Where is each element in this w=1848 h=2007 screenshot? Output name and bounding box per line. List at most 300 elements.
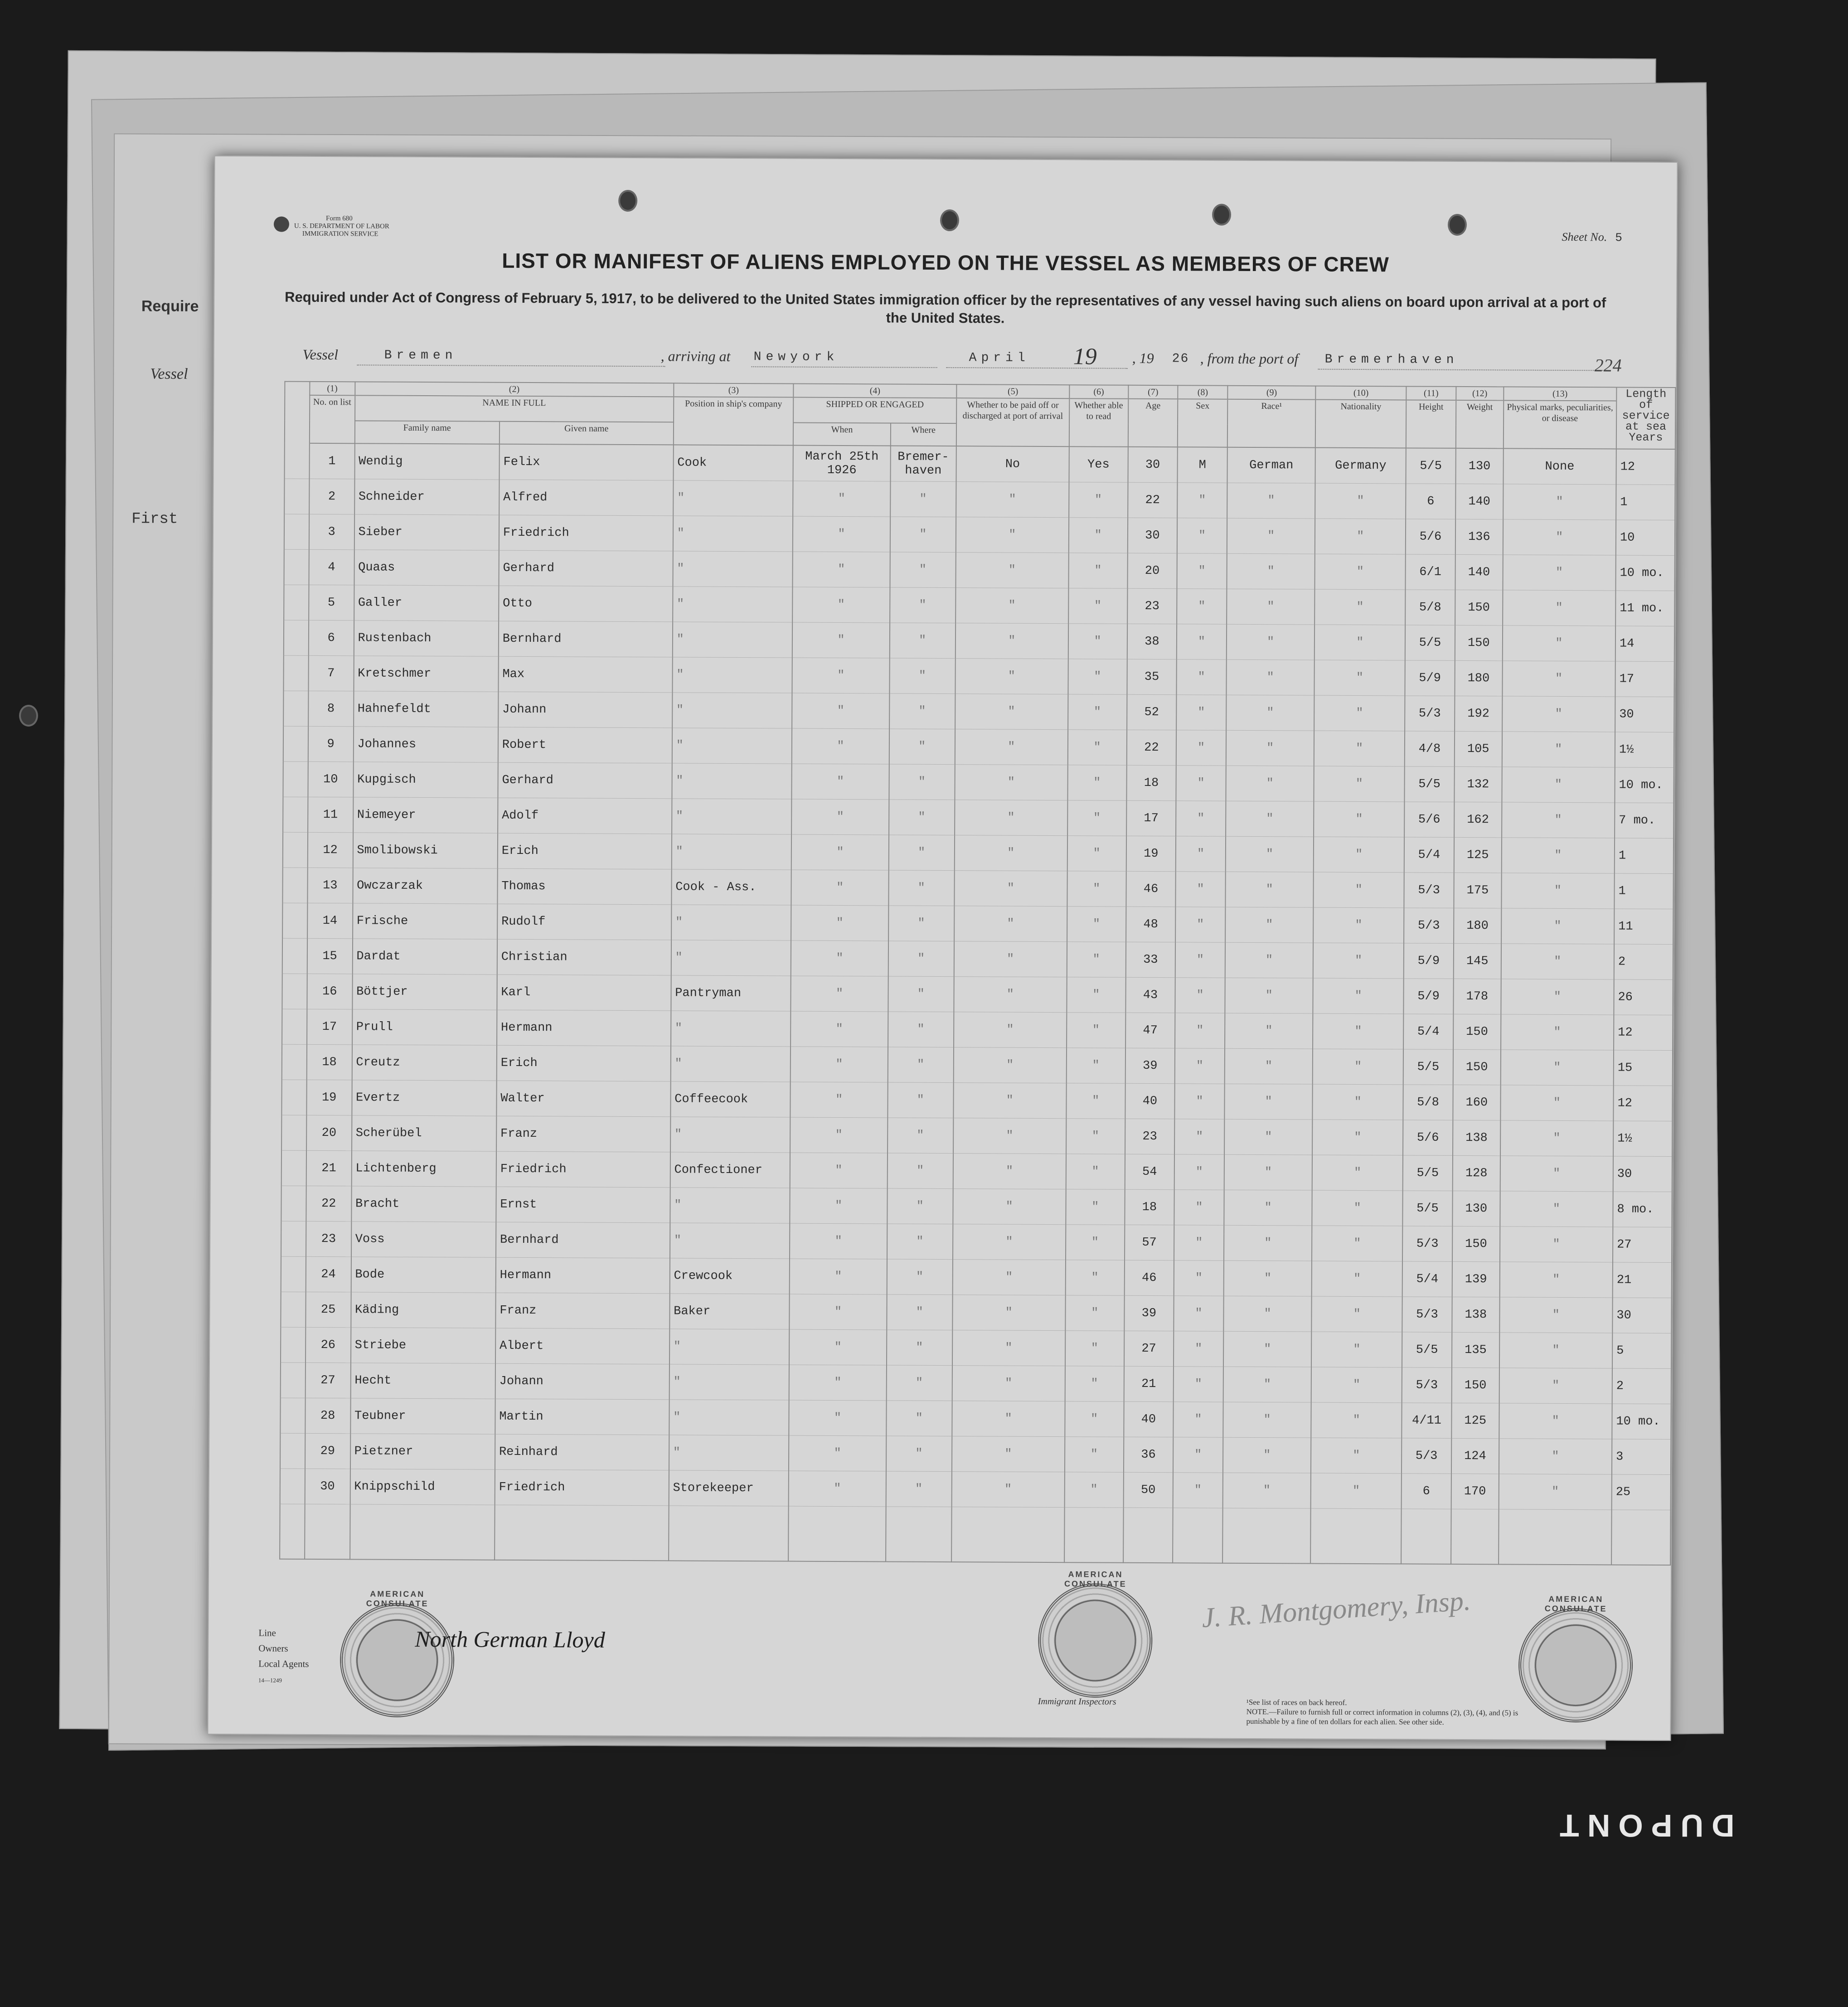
paid-off-header: Whether to be paid off or discharged at port of arrival	[956, 398, 1070, 446]
cell-no: 22	[306, 1186, 351, 1221]
cell-paid-off: "	[955, 800, 1068, 836]
table-row	[283, 726, 1674, 767]
cell-service: 10 mo.	[1615, 555, 1674, 591]
table-row	[281, 1221, 1672, 1262]
cell-family: Scherübel	[352, 1115, 497, 1151]
nationality-header: Nationality	[1315, 400, 1406, 448]
cell-service: 1	[1616, 485, 1675, 520]
cell-no: 5	[309, 585, 354, 620]
departure-port: Bremerhaven	[1324, 352, 1459, 367]
cell-service: 12	[1616, 449, 1675, 485]
cell-when: March 25th 1926	[793, 446, 891, 481]
cell-marks: "	[1499, 1333, 1613, 1368]
cell-height: 4/11	[1402, 1403, 1451, 1438]
row-margin	[284, 585, 309, 620]
cell-marks: "	[1499, 1474, 1612, 1510]
cell-marks: "	[1499, 1368, 1612, 1404]
cell-paid-off: "	[953, 1154, 1066, 1189]
cell-no: 18	[307, 1044, 352, 1080]
cell-no: 21	[306, 1150, 351, 1186]
cell-marks: "	[1499, 1403, 1612, 1439]
cell-read: "	[1067, 1013, 1125, 1048]
cell-no: 29	[305, 1433, 350, 1469]
cell-where: "	[890, 517, 956, 553]
cell-family: Galler	[354, 585, 499, 621]
cell-sex: "	[1175, 978, 1225, 1013]
cell-age: 35	[1127, 659, 1177, 694]
cell-given: Bernhard	[499, 621, 673, 657]
row-margin	[283, 832, 308, 868]
cell-nationality: "	[1311, 1332, 1402, 1367]
cell-weight: 128	[1453, 1155, 1500, 1191]
cell-height: 5/3	[1402, 1297, 1452, 1332]
cell-race: "	[1223, 1402, 1311, 1438]
cell-sex: "	[1175, 907, 1225, 942]
cell-position: Pantryman	[671, 975, 791, 1011]
cell-marks: "	[1501, 873, 1615, 909]
cell-race: "	[1227, 553, 1315, 589]
cell-no: 13	[307, 868, 353, 903]
cell-paid-off: "	[952, 1401, 1065, 1437]
cell-paid-off: "	[954, 906, 1067, 942]
cell-race: "	[1225, 1013, 1313, 1049]
arrival-year: 26	[1172, 352, 1189, 366]
cell-sex: "	[1174, 1190, 1224, 1225]
row-margin	[281, 1186, 306, 1221]
cell-read: "	[1065, 1437, 1124, 1473]
table-row	[280, 1469, 1671, 1510]
cell-paid-off: "	[955, 694, 1068, 730]
row-margin	[281, 1115, 306, 1150]
cell-position: "	[672, 622, 792, 658]
cell-race: "	[1225, 978, 1313, 1013]
cell-family: Pietzner	[350, 1434, 495, 1469]
cell-age: 36	[1124, 1437, 1174, 1472]
cell-no: 1	[309, 443, 354, 479]
cell-where: "	[888, 1047, 953, 1083]
cell-height: 5/6	[1406, 519, 1455, 554]
cell-position: "	[671, 940, 791, 976]
cell-marks: "	[1502, 696, 1615, 732]
cell-read: "	[1066, 1189, 1125, 1225]
cell-nationality: "	[1314, 695, 1405, 731]
cell-weight: 124	[1451, 1438, 1499, 1474]
cell-service: 15	[1614, 1050, 1673, 1086]
cell-read: "	[1067, 871, 1126, 907]
cell-where: "	[888, 1012, 954, 1047]
table-row	[284, 620, 1674, 661]
cell-race: "	[1224, 1119, 1313, 1155]
cell-sex: "	[1174, 1154, 1224, 1190]
table-row	[283, 797, 1673, 838]
cell-race: "	[1223, 1296, 1312, 1332]
cell-weight: 150	[1452, 1226, 1500, 1261]
cell-sex: "	[1174, 1402, 1223, 1437]
cell-sex: "	[1176, 730, 1226, 766]
cell-weight: 145	[1454, 943, 1501, 979]
cell-family: Creutz	[352, 1045, 497, 1081]
cell-paid-off: "	[955, 729, 1068, 765]
cell-age: 30	[1127, 518, 1177, 553]
physical-marks-header: Physical marks, peculiarities, or disease	[1504, 400, 1617, 449]
cell-marks: "	[1502, 732, 1615, 767]
cell-family: Frische	[353, 903, 498, 939]
row-margin	[281, 1256, 306, 1292]
cell-age: 23	[1127, 588, 1177, 624]
cell-given: Rudolf	[497, 904, 671, 940]
cell-nationality: "	[1312, 1155, 1403, 1191]
cell-position: "	[669, 1435, 789, 1471]
cell-marks: "	[1499, 1297, 1613, 1333]
cell-sex: "	[1175, 1013, 1225, 1048]
cell-service: 5	[1612, 1333, 1671, 1369]
cell-no: 7	[308, 655, 354, 691]
cell-position: Storekeeper	[669, 1470, 789, 1506]
cell-sex: "	[1177, 483, 1227, 518]
cell-family: Prull	[352, 1009, 497, 1045]
cell-no: 24	[306, 1256, 351, 1292]
cell-age: 22	[1126, 730, 1176, 765]
cell-race: "	[1227, 589, 1315, 625]
cell-marks: "	[1501, 1014, 1614, 1050]
cell-position: "	[671, 1011, 791, 1047]
cell-nationality: "	[1313, 1049, 1403, 1085]
cell-when: "	[791, 834, 889, 870]
table-row	[281, 1256, 1672, 1298]
cell-where: "	[889, 800, 955, 835]
from-label: , from the port of	[1200, 350, 1299, 367]
cell-paid-off: "	[954, 835, 1067, 871]
cell-given: Alfred	[499, 480, 673, 516]
cell-sex: "	[1174, 1225, 1224, 1260]
cell-service: 30	[1612, 1298, 1671, 1333]
cell-read: "	[1065, 1401, 1124, 1437]
cell-weight: 140	[1455, 554, 1503, 590]
back-first-label: First	[131, 510, 178, 528]
position-header: Position in ship's company	[674, 397, 794, 445]
cell-service: 10 mo.	[1615, 767, 1673, 803]
cell-service: 2	[1614, 944, 1673, 980]
cell-position: "	[673, 551, 793, 587]
cell-when: "	[791, 1047, 888, 1082]
year-prefix: , 19	[1132, 349, 1154, 367]
cell-family: Striebe	[351, 1328, 496, 1363]
cell-age: 46	[1124, 1260, 1174, 1295]
table-row	[285, 443, 1675, 485]
cell-position: "	[672, 728, 792, 764]
cell-read: Yes	[1069, 446, 1128, 482]
cell-sex: "	[1177, 589, 1227, 624]
back-sheet-label: Require	[141, 297, 199, 315]
cell-age: 38	[1127, 624, 1177, 659]
cell-weight: 136	[1455, 519, 1503, 554]
cell-where: "	[887, 1224, 953, 1260]
cell-age: 54	[1125, 1154, 1174, 1189]
cell-height: 5/9	[1403, 979, 1453, 1014]
cell-height: 5/4	[1404, 837, 1454, 873]
cell-paid-off: "	[955, 659, 1068, 694]
cell-no: 10	[308, 761, 353, 797]
cell-weight: 150	[1455, 625, 1503, 660]
cell-weight: 150	[1455, 590, 1503, 625]
cell-where: "	[888, 1118, 953, 1154]
owners-label: Owners	[258, 1643, 288, 1654]
table-row	[283, 655, 1674, 697]
cell-position: "	[670, 1223, 790, 1259]
cell-family: Niemeyer	[353, 797, 498, 833]
cell-paid-off: "	[956, 588, 1069, 624]
department-name: U. S. DEPARTMENT OF LABOR	[294, 222, 389, 230]
cell-paid-off: "	[952, 1260, 1066, 1295]
cell-when: "	[789, 1365, 887, 1401]
cell-no: 27	[305, 1362, 350, 1398]
cell-marks: None	[1503, 448, 1616, 485]
row-margin	[282, 1009, 307, 1044]
cell-race: "	[1224, 1190, 1312, 1226]
cell-sex: "	[1176, 766, 1226, 801]
cell-given: Max	[498, 656, 672, 693]
weight-header: Weight	[1456, 400, 1504, 448]
cell-marks: "	[1501, 838, 1615, 873]
cell-age: 18	[1125, 1189, 1174, 1225]
cell-marks: "	[1500, 1156, 1613, 1192]
cell-position: Crewcook	[669, 1258, 790, 1294]
cell-read: "	[1066, 1260, 1125, 1296]
cell-when: "	[791, 976, 888, 1012]
cell-where: "	[886, 1365, 952, 1401]
cell-height: 5/3	[1402, 1226, 1452, 1261]
cell-nationality: "	[1311, 1438, 1402, 1474]
cell-where: "	[887, 1153, 953, 1189]
cell-family: Rustenbach	[354, 621, 499, 656]
cell-paid-off: "	[953, 1118, 1067, 1154]
cell-read: "	[1066, 1119, 1125, 1154]
cell-weight: 138	[1452, 1297, 1499, 1332]
cell-read: "	[1068, 624, 1127, 659]
crew-manifest-table	[279, 381, 1676, 1566]
arrival-day: 19	[1073, 344, 1097, 370]
cell-family: Knippschild	[350, 1469, 495, 1505]
punch-hole	[19, 705, 38, 727]
cell-position: Cook	[673, 445, 793, 481]
cell-position: "	[669, 1329, 790, 1365]
page-subtitle: Required under Act of Congress of February 5, 1917, to be delivered to the United States immigration officer by the representatives of any vessel having such aliens on board upon arrival at a port of the United States.	[285, 289, 1606, 326]
cell-when: "	[792, 658, 890, 693]
cell-paid-off: "	[952, 1436, 1065, 1472]
cell-marks: "	[1499, 1262, 1613, 1298]
cell-given: Gerhard	[498, 762, 672, 799]
cell-weight: 162	[1454, 802, 1502, 837]
cell-age: 22	[1128, 482, 1178, 518]
cell-given: Friedrich	[495, 1469, 669, 1506]
cell-sex: "	[1174, 1260, 1224, 1296]
cell-read: "	[1067, 765, 1126, 801]
cell-no: 4	[309, 549, 354, 585]
cell-position: "	[669, 1364, 789, 1400]
cell-read: "	[1067, 836, 1126, 872]
cell-marks: "	[1503, 519, 1616, 555]
cell-paid-off: No	[956, 446, 1069, 482]
cell-no: 11	[308, 797, 353, 832]
cell-where: "	[890, 587, 956, 623]
cell-weight: 140	[1455, 484, 1503, 519]
cell-service: 27	[1613, 1227, 1672, 1263]
punch-hole	[618, 190, 637, 212]
cell-nationality: "	[1315, 554, 1406, 590]
cell-paid-off: "	[954, 977, 1067, 1013]
cell-paid-off: "	[956, 482, 1069, 518]
cell-nationality: "	[1314, 731, 1405, 766]
cell-read: "	[1067, 977, 1125, 1013]
cell-given: Friedrich	[496, 1151, 670, 1188]
cell-race: "	[1227, 624, 1315, 660]
cell-sex: "	[1177, 518, 1227, 553]
line-label: Line	[258, 1627, 276, 1639]
cell-read: "	[1067, 1048, 1125, 1084]
form-number: Form 680	[325, 215, 353, 223]
cell-marks: "	[1500, 1191, 1613, 1227]
cell-read: "	[1065, 1331, 1124, 1367]
cell-nationality: Germany	[1315, 448, 1406, 484]
cell-age: 40	[1125, 1083, 1175, 1119]
cell-family: Lichtenberg	[351, 1151, 496, 1187]
cell-weight: 192	[1455, 696, 1502, 731]
cell-nationality: "	[1311, 1367, 1402, 1403]
length-of-service-header: Length of service at sea Years	[1616, 387, 1676, 449]
cell-service: 10 mo.	[1612, 1404, 1671, 1440]
cell-position: Baker	[669, 1294, 790, 1329]
cell-paid-off: "	[954, 871, 1067, 907]
cell-position: Coffeecook	[670, 1081, 791, 1117]
cell-nationality: "	[1312, 1190, 1403, 1226]
cell-no: 30	[305, 1469, 350, 1504]
table-row	[282, 868, 1673, 909]
vessel-name: Bremen	[384, 348, 457, 363]
cell-height: 5/3	[1402, 1367, 1452, 1403]
cell-sex: "	[1176, 695, 1226, 730]
no-on-list-header: No. on list	[310, 395, 355, 443]
cell-where: "	[890, 623, 956, 659]
cell-sex: "	[1174, 1119, 1224, 1154]
cell-given: Karl	[497, 974, 671, 1011]
cell-given: Albert	[495, 1328, 669, 1364]
cell-marks: "	[1503, 590, 1616, 626]
cell-where: "	[886, 1401, 952, 1436]
cell-when: "	[793, 552, 890, 587]
cell-race: "	[1224, 1084, 1313, 1120]
cell-weight: 178	[1453, 979, 1501, 1014]
cell-height: 5/5	[1403, 1049, 1453, 1085]
cell-marks: "	[1502, 802, 1615, 838]
cell-family: Quaas	[354, 550, 499, 586]
table-row	[281, 1115, 1672, 1156]
table-row	[281, 1292, 1671, 1333]
table-row	[282, 974, 1673, 1015]
cell-weight: 150	[1452, 1367, 1499, 1403]
cell-when: "	[793, 481, 891, 517]
cell-age: 17	[1126, 800, 1176, 836]
cell-position: "	[671, 905, 791, 940]
row-margin	[280, 1433, 305, 1469]
cell-height: 5/5	[1403, 1155, 1453, 1191]
row-margin	[282, 974, 307, 1009]
cell-where: "	[888, 1082, 953, 1118]
cell-given: Erich	[497, 1045, 671, 1081]
sheet-number: Sheet No. 5	[1562, 230, 1622, 245]
cell-sex: "	[1173, 1437, 1223, 1473]
cell-nationality: "	[1311, 1473, 1402, 1509]
cell-nationality: "	[1314, 837, 1404, 873]
cell-height: 5/5	[1405, 625, 1455, 660]
cell-no: 26	[306, 1327, 351, 1362]
cell-position: "	[670, 1117, 791, 1153]
cell-given: Johann	[498, 692, 672, 728]
age-header: Age	[1128, 399, 1178, 447]
cell-sex: "	[1176, 872, 1226, 907]
cell-sex: "	[1174, 1296, 1224, 1331]
cell-where: "	[890, 552, 956, 588]
cell-weight: 160	[1453, 1085, 1500, 1120]
blank-row	[280, 1504, 1671, 1565]
cell-family: Hahnefeldt	[354, 691, 499, 727]
row-margin	[284, 479, 309, 514]
cell-marks: "	[1503, 555, 1616, 591]
cell-age: 43	[1125, 977, 1175, 1013]
cell-read: "	[1065, 1295, 1124, 1331]
cell-read: "	[1067, 907, 1126, 942]
cell-paid-off: "	[953, 1224, 1066, 1260]
cell-when: "	[790, 1117, 888, 1153]
pencil-number: 224	[1594, 355, 1622, 376]
cell-service: 14	[1615, 626, 1674, 662]
cell-family: Owczarzak	[353, 868, 498, 904]
cell-weight: 132	[1454, 766, 1502, 802]
row-margin	[283, 761, 308, 797]
cell-race: "	[1225, 1048, 1313, 1084]
cell-when: "	[791, 1011, 888, 1047]
cell-age: 20	[1127, 553, 1177, 588]
row-margin	[281, 1080, 306, 1115]
cell-sex: "	[1174, 1331, 1223, 1367]
row-margin	[282, 868, 307, 903]
cell-when: "	[789, 1400, 887, 1436]
cell-sex: "	[1177, 624, 1227, 659]
row-margin	[281, 1327, 306, 1362]
cell-age: 46	[1126, 871, 1176, 907]
cell-no: 16	[307, 974, 352, 1009]
cell-age: 27	[1124, 1331, 1174, 1366]
cell-when: "	[791, 905, 888, 941]
cell-family: Smolibowski	[353, 833, 498, 868]
cell-height: 5/5	[1402, 1191, 1452, 1226]
cell-age: 21	[1124, 1366, 1174, 1401]
table-row	[282, 1044, 1673, 1086]
cell-given: Ernst	[496, 1187, 670, 1223]
cell-marks: "	[1503, 484, 1616, 520]
cell-paid-off: "	[952, 1366, 1065, 1401]
cell-nationality: "	[1314, 872, 1404, 908]
cell-when: "	[793, 516, 890, 552]
cell-no: 9	[308, 726, 354, 761]
cell-paid-off: "	[951, 1472, 1065, 1508]
row-margin	[281, 1221, 306, 1256]
cell-paid-off: "	[953, 1189, 1066, 1225]
page-title: LIST OR MANIFEST OF ALIENS EMPLOYED ON THE VESSEL AS MEMBERS OF CREW	[502, 248, 1389, 276]
cell-nationality: "	[1313, 943, 1404, 979]
cell-no: 6	[309, 620, 354, 655]
cell-race: "	[1224, 1260, 1312, 1296]
cell-service: 25	[1612, 1474, 1671, 1510]
